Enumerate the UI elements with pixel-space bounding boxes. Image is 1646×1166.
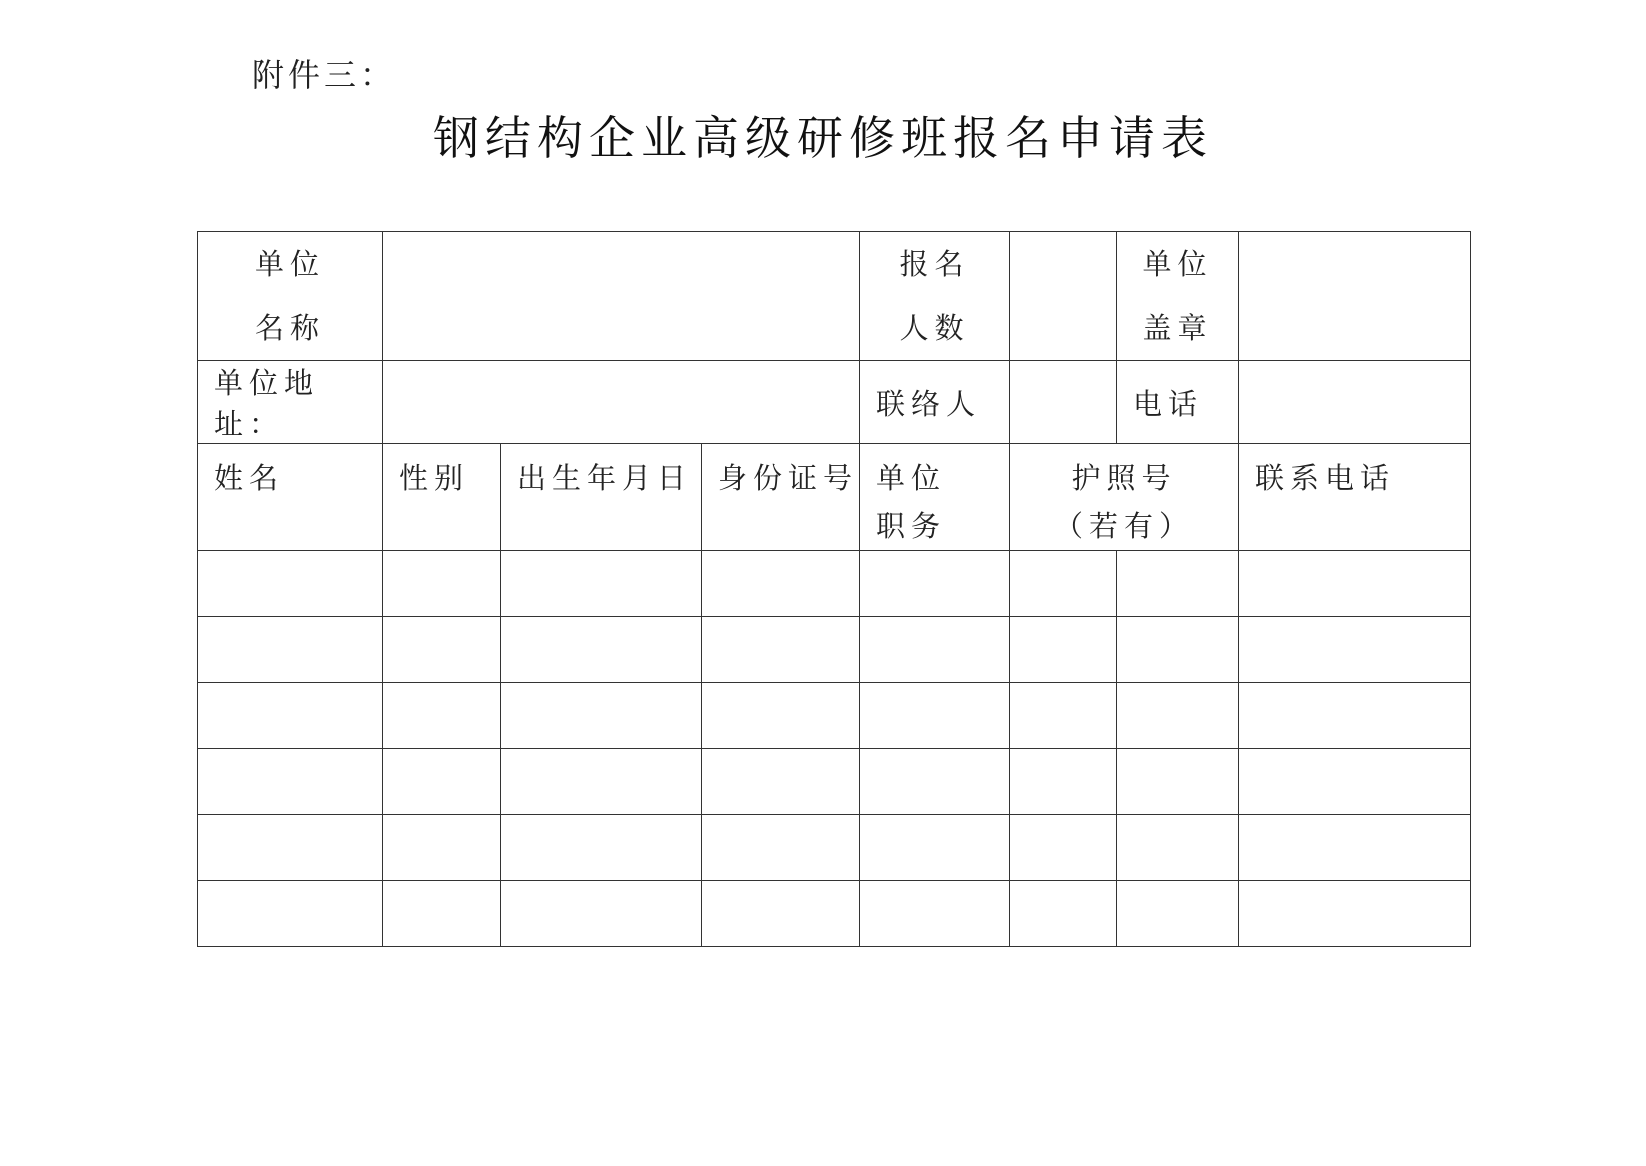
- table-cell[interactable]: [383, 617, 501, 683]
- header-name: 姓名: [198, 444, 383, 551]
- table-cell[interactable]: [702, 881, 860, 947]
- table-row: [198, 683, 1471, 749]
- table-cell[interactable]: [1239, 617, 1471, 683]
- table-cell[interactable]: [501, 749, 702, 815]
- phone-field[interactable]: [1239, 361, 1471, 444]
- table-cell[interactable]: [383, 815, 501, 881]
- table-cell[interactable]: [1010, 881, 1117, 947]
- contact-label: 联络人: [860, 361, 1010, 444]
- table-cell[interactable]: [1010, 749, 1117, 815]
- registration-form-table: [197, 231, 1471, 947]
- table-cell[interactable]: [860, 683, 1010, 749]
- table-cell[interactable]: [383, 881, 501, 947]
- table-row: [198, 881, 1471, 947]
- form-title: 钢结构企业高级研修班报名申请表: [433, 111, 1213, 165]
- table-cell[interactable]: [860, 749, 1010, 815]
- table-cell[interactable]: [702, 551, 860, 617]
- table-cell[interactable]: [1117, 617, 1239, 683]
- header-position: 单位 职务: [860, 444, 1010, 551]
- table-cell[interactable]: [1239, 551, 1471, 617]
- address-field[interactable]: [383, 361, 860, 444]
- table-cell[interactable]: [860, 617, 1010, 683]
- table-cell[interactable]: [1117, 815, 1239, 881]
- count-label: 报名 人数: [860, 232, 1010, 361]
- table-cell[interactable]: [198, 551, 383, 617]
- table-row: [198, 551, 1471, 617]
- table-cell[interactable]: [1117, 683, 1239, 749]
- table-cell[interactable]: [383, 683, 501, 749]
- table-cell[interactable]: [702, 683, 860, 749]
- table-cell[interactable]: [198, 749, 383, 815]
- blank-rows: [198, 551, 1471, 947]
- address-label: 单位地址：: [198, 361, 383, 444]
- seal-label: 单位 盖章: [1117, 232, 1239, 361]
- header-birth-date: 出生年月日: [501, 444, 702, 551]
- table-cell[interactable]: [501, 617, 702, 683]
- table-cell[interactable]: [860, 551, 1010, 617]
- header-passport: 护照号 （若有）: [1010, 444, 1239, 551]
- table-cell[interactable]: [1239, 749, 1471, 815]
- unit-name-field[interactable]: [383, 232, 860, 361]
- header-row: [198, 444, 1471, 551]
- table-cell[interactable]: [1239, 815, 1471, 881]
- unit-info-row: [198, 232, 1471, 361]
- table-cell[interactable]: [1010, 683, 1117, 749]
- count-field[interactable]: [1010, 232, 1117, 361]
- seal-field[interactable]: [1239, 232, 1471, 361]
- table-cell[interactable]: [198, 617, 383, 683]
- table-row: [198, 749, 1471, 815]
- table-cell[interactable]: [702, 749, 860, 815]
- table-cell[interactable]: [860, 815, 1010, 881]
- address-row: [198, 361, 1471, 444]
- table-cell[interactable]: [501, 815, 702, 881]
- table-cell[interactable]: [383, 749, 501, 815]
- table-cell[interactable]: [860, 881, 1010, 947]
- table-cell[interactable]: [383, 551, 501, 617]
- table-cell[interactable]: [1010, 815, 1117, 881]
- table-cell[interactable]: [1117, 551, 1239, 617]
- table-cell[interactable]: [501, 551, 702, 617]
- table-cell[interactable]: [1010, 617, 1117, 683]
- phone-label: 电话: [1117, 361, 1239, 444]
- header-gender: 性别: [383, 444, 501, 551]
- table-cell[interactable]: [501, 881, 702, 947]
- table-cell[interactable]: [1117, 881, 1239, 947]
- table-cell[interactable]: [198, 881, 383, 947]
- header-contact-phone: 联系电话: [1239, 444, 1471, 551]
- table-cell[interactable]: [198, 683, 383, 749]
- table-cell[interactable]: [702, 815, 860, 881]
- attachment-label: 附件三：: [252, 56, 397, 94]
- contact-field[interactable]: [1010, 361, 1117, 444]
- table-row: [198, 815, 1471, 881]
- table-cell[interactable]: [501, 683, 702, 749]
- table-cell[interactable]: [702, 617, 860, 683]
- table-cell[interactable]: [1239, 683, 1471, 749]
- table-cell[interactable]: [1010, 551, 1117, 617]
- table-cell[interactable]: [1239, 881, 1471, 947]
- header-id-number: 身份证号: [702, 444, 860, 551]
- table-cell[interactable]: [1117, 749, 1239, 815]
- unit-name-label: 单位 名称: [198, 232, 383, 361]
- table-cell[interactable]: [198, 815, 383, 881]
- table-row: [198, 617, 1471, 683]
